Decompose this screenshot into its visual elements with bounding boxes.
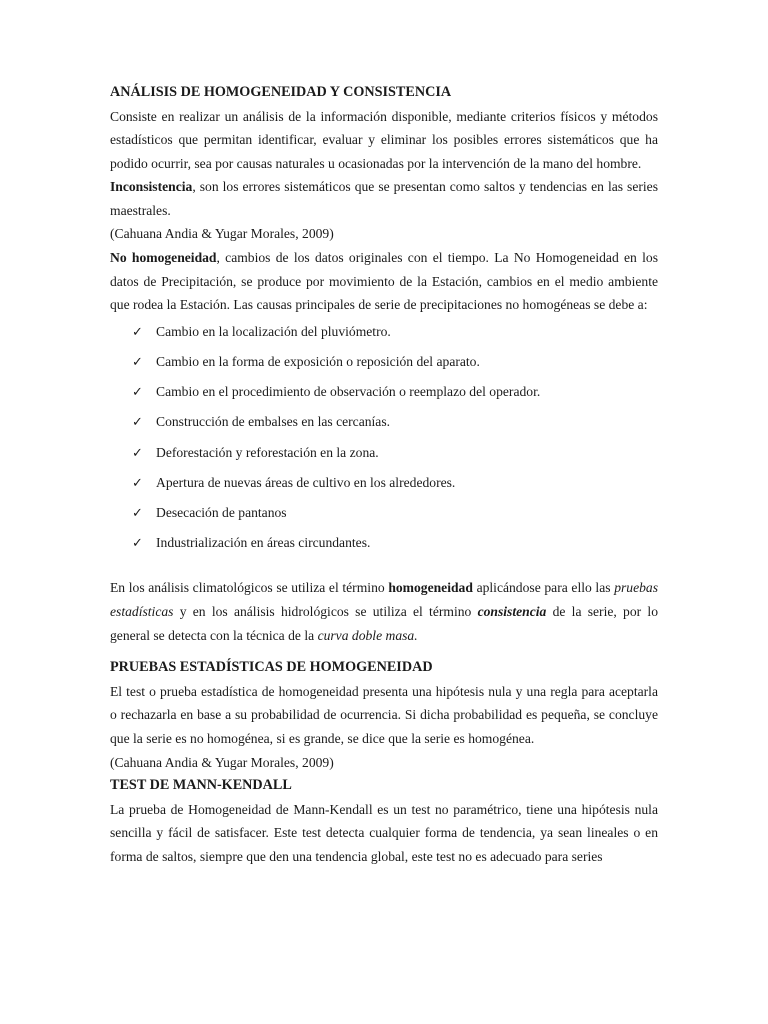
checkmark-icon: ✓ bbox=[132, 506, 143, 522]
cause-text: Apertura de nuevas áreas de cultivo en los alrededores. bbox=[156, 474, 456, 490]
inconsistencia-term: Inconsistencia bbox=[110, 179, 193, 195]
cause-text: Deforestación y reforestación en la zona. bbox=[156, 444, 379, 460]
checkmark-icon: ✓ bbox=[132, 324, 143, 340]
cause-list-item bbox=[132, 347, 658, 377]
intro-paragraph: Consiste en realizar un análisis de la información disponible, mediante criterios físicos y métodos estadísticos que permitan identificar, evaluar y eliminar los posibles errores sistemáticos que ha podido ocurrir, sea por causas naturales u ocasionadas por la intervención de la mano del hombre. bbox=[110, 108, 658, 171]
cause-text: Cambio en la forma de exposición o reposición del aparato. bbox=[156, 354, 480, 370]
closing-paragraph bbox=[110, 576, 658, 647]
no-homogeneidad-term: No homogeneidad bbox=[110, 250, 217, 266]
no-homogeneidad-definition: , cambios de los datos originales con el tiempo. La No Homogeneidad en los datos de Precipitación, se produce por movimiento de la Estación, cambios en el medio ambiente que rodea la Estación. Las causas principales de serie de precipitaciones no homogéneas se debe a: bbox=[110, 250, 658, 313]
cause-list-item bbox=[132, 498, 658, 528]
section-heading-analisis: ANÁLISIS DE HOMOGENEIDAD Y CONSISTENCIA bbox=[110, 84, 452, 100]
cause-list-item bbox=[132, 468, 658, 498]
section-heading-pruebas: PRUEBAS ESTADÍSTICAS DE HOMOGENEIDAD bbox=[110, 659, 433, 676]
inconsistencia-paragraph bbox=[110, 175, 658, 222]
consistencia-term: consistencia bbox=[477, 604, 547, 620]
inconsistencia-definition: , son los errores sistemáticos que se presentan como saltos y tendencias en las series maestrales. bbox=[110, 179, 658, 218]
causes-list bbox=[110, 317, 658, 559]
closing-text-1: En los análisis climatológicos se utiliza el término bbox=[110, 580, 389, 596]
checkmark-icon: ✓ bbox=[132, 536, 143, 552]
citation-1: (Cahuana Andia & Yugar Morales, 2009) bbox=[110, 226, 334, 242]
checkmark-icon: ✓ bbox=[132, 415, 143, 431]
cause-list-item bbox=[132, 407, 658, 437]
homogeneidad-term: homogeneidad bbox=[388, 580, 473, 596]
closing-text-2: aplicándose para ello las bbox=[472, 580, 615, 596]
closing-text-3: y en los análisis hidrológicos se utiliza el término bbox=[173, 604, 478, 620]
cause-list-item bbox=[132, 438, 658, 468]
curva-doble-masa-term: curva doble masa. bbox=[317, 627, 418, 643]
checkmark-icon: ✓ bbox=[132, 385, 143, 401]
cause-list-item bbox=[132, 317, 658, 347]
checkmark-icon: ✓ bbox=[132, 355, 143, 371]
checkmark-icon: ✓ bbox=[132, 475, 143, 491]
pruebas-paragraph: El test o prueba estadística de homogeneidad presenta una hipótesis nula y una regla para aceptarla o rechazarla en base a su probabilidad de ocurrencia. Si dicha probabilidad es pequeña, se concluye que la serie es no homogénea, si es grande, se dice que la serie es homogénea. bbox=[110, 683, 658, 746]
cause-text: Construcción de embalses en las cercanías. bbox=[156, 414, 391, 430]
cause-text: Industrialización en áreas circundantes. bbox=[156, 535, 371, 551]
cause-list-item bbox=[132, 377, 658, 407]
checkmark-icon: ✓ bbox=[132, 445, 143, 461]
pruebas-estadisticas-term: pruebas estadísticas bbox=[110, 580, 658, 620]
cause-text: Cambio en la localización del pluviómetro. bbox=[156, 323, 391, 339]
no-homogeneidad-paragraph bbox=[110, 246, 658, 317]
cause-text: Cambio en el procedimiento de observación o reemplazo del operador. bbox=[156, 384, 541, 400]
cause-list-item bbox=[132, 528, 658, 558]
section-heading-mann-kendall: TEST DE MANN-KENDALL bbox=[110, 777, 292, 794]
closing-text-4: de la serie, por lo general se detecta con la técnica de la bbox=[110, 604, 658, 643]
cause-text: Desecación de pantanos bbox=[156, 505, 287, 521]
citation-2: (Cahuana Andia & Yugar Morales, 2009) bbox=[110, 754, 334, 770]
mann-kendall-paragraph: La prueba de Homogeneidad de Mann-Kendall es un test no paramétrico, tiene una hipótesis nula sencilla y fácil de satisfacer. Este test detecta cualquier forma de tendencia, ya sean lineales o en forma de saltos, siempre que den una tendencia global, este test no es adecuado para series bbox=[110, 801, 658, 864]
